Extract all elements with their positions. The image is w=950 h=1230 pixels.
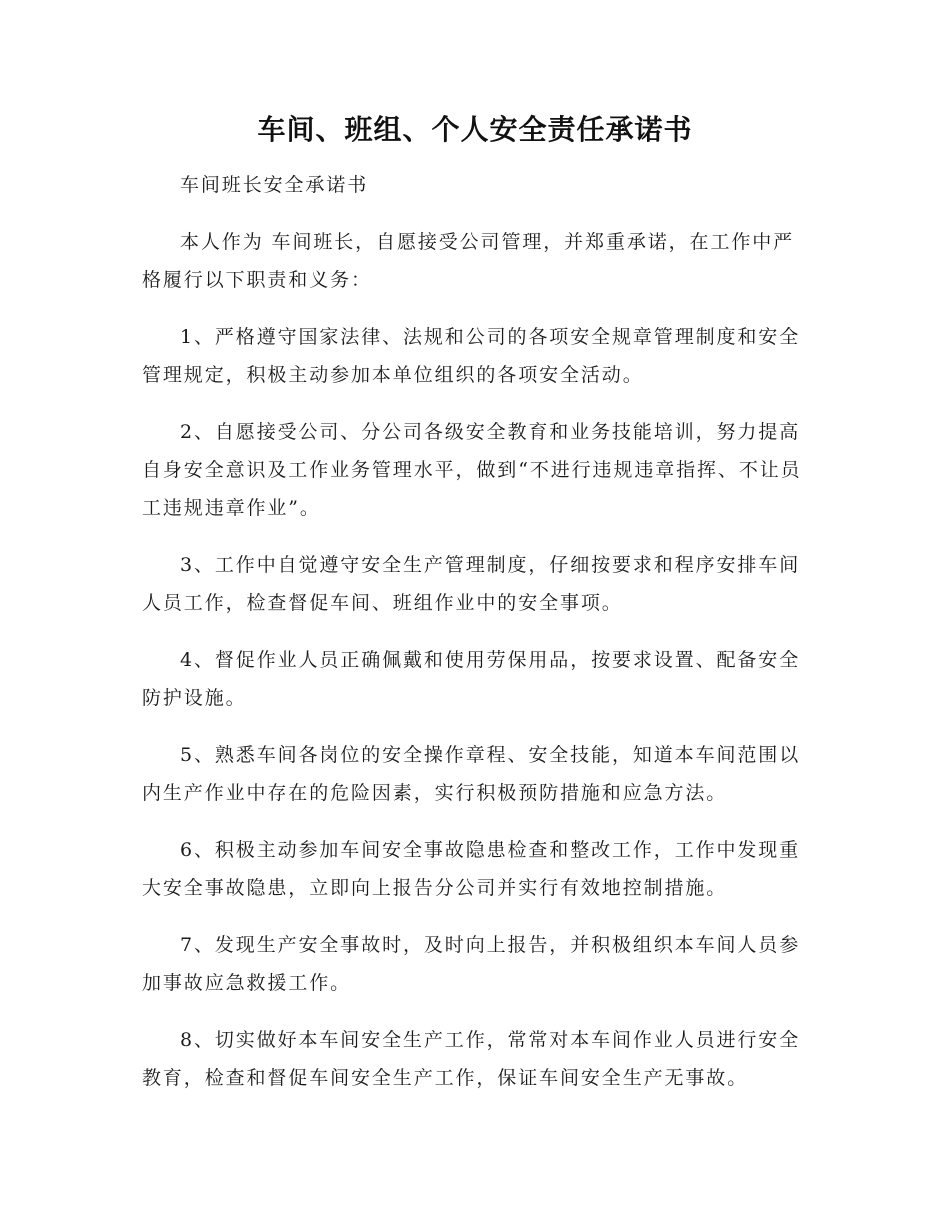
document-title: 车间、班组、个人安全责任承诺书 [257, 113, 693, 146]
list-item: 3、工作中自觉遵守安全生产管理制度，仔细按要求和程序安排车间人员工作，检查督促车间、班组作业中的安全事项。 [142, 554, 801, 614]
list-item: 4、督促作业人员正确佩戴和使用劳保用品，按要求设置、配备安全防护设施。 [142, 649, 801, 709]
list-item: 1、严格遵守国家法律、法规和公司的各项安全规章管理制度和安全管理规定，积极主动参加本单位组织的各项安全活动。 [142, 326, 801, 386]
document-body [142, 166, 806, 1116]
list-item: 6、积极主动参加车间安全事故隐患检查和整改工作，工作中发现重大安全事故隐患，立即向上报告分公司并实行有效地控制措施。 [142, 839, 801, 899]
intro-paragraph: 本人作为 车间班长，自愿接受公司管理，并郑重承诺，在工作中严格履行以下职责和义务： [142, 231, 795, 291]
list-item: 5、熟悉车间各岗位的安全操作章程、安全技能，知道本车间范围以内生产作业中存在的危险因素，实行积极预防措施和应急方法。 [142, 744, 801, 804]
list-item: 7、发现生产安全事故时，及时向上报告，并积极组织本车间人员参加事故应急救援工作。 [142, 934, 801, 994]
list-item: 8、切实做好本车间安全生产工作，常常对本车间作业人员进行安全教育，检查和督促车间安全生产工作，保证车间安全生产无事故。 [142, 1029, 801, 1089]
document-subtitle: 车间班长安全承诺书 [180, 174, 369, 196]
list-item: 2、自愿接受公司、分公司各级安全教育和业务技能培训，努力提高自身安全意识及工作业务管理水平，做到“不进行违规违章指挥、不让员工违规违章作业”。 [142, 421, 802, 519]
